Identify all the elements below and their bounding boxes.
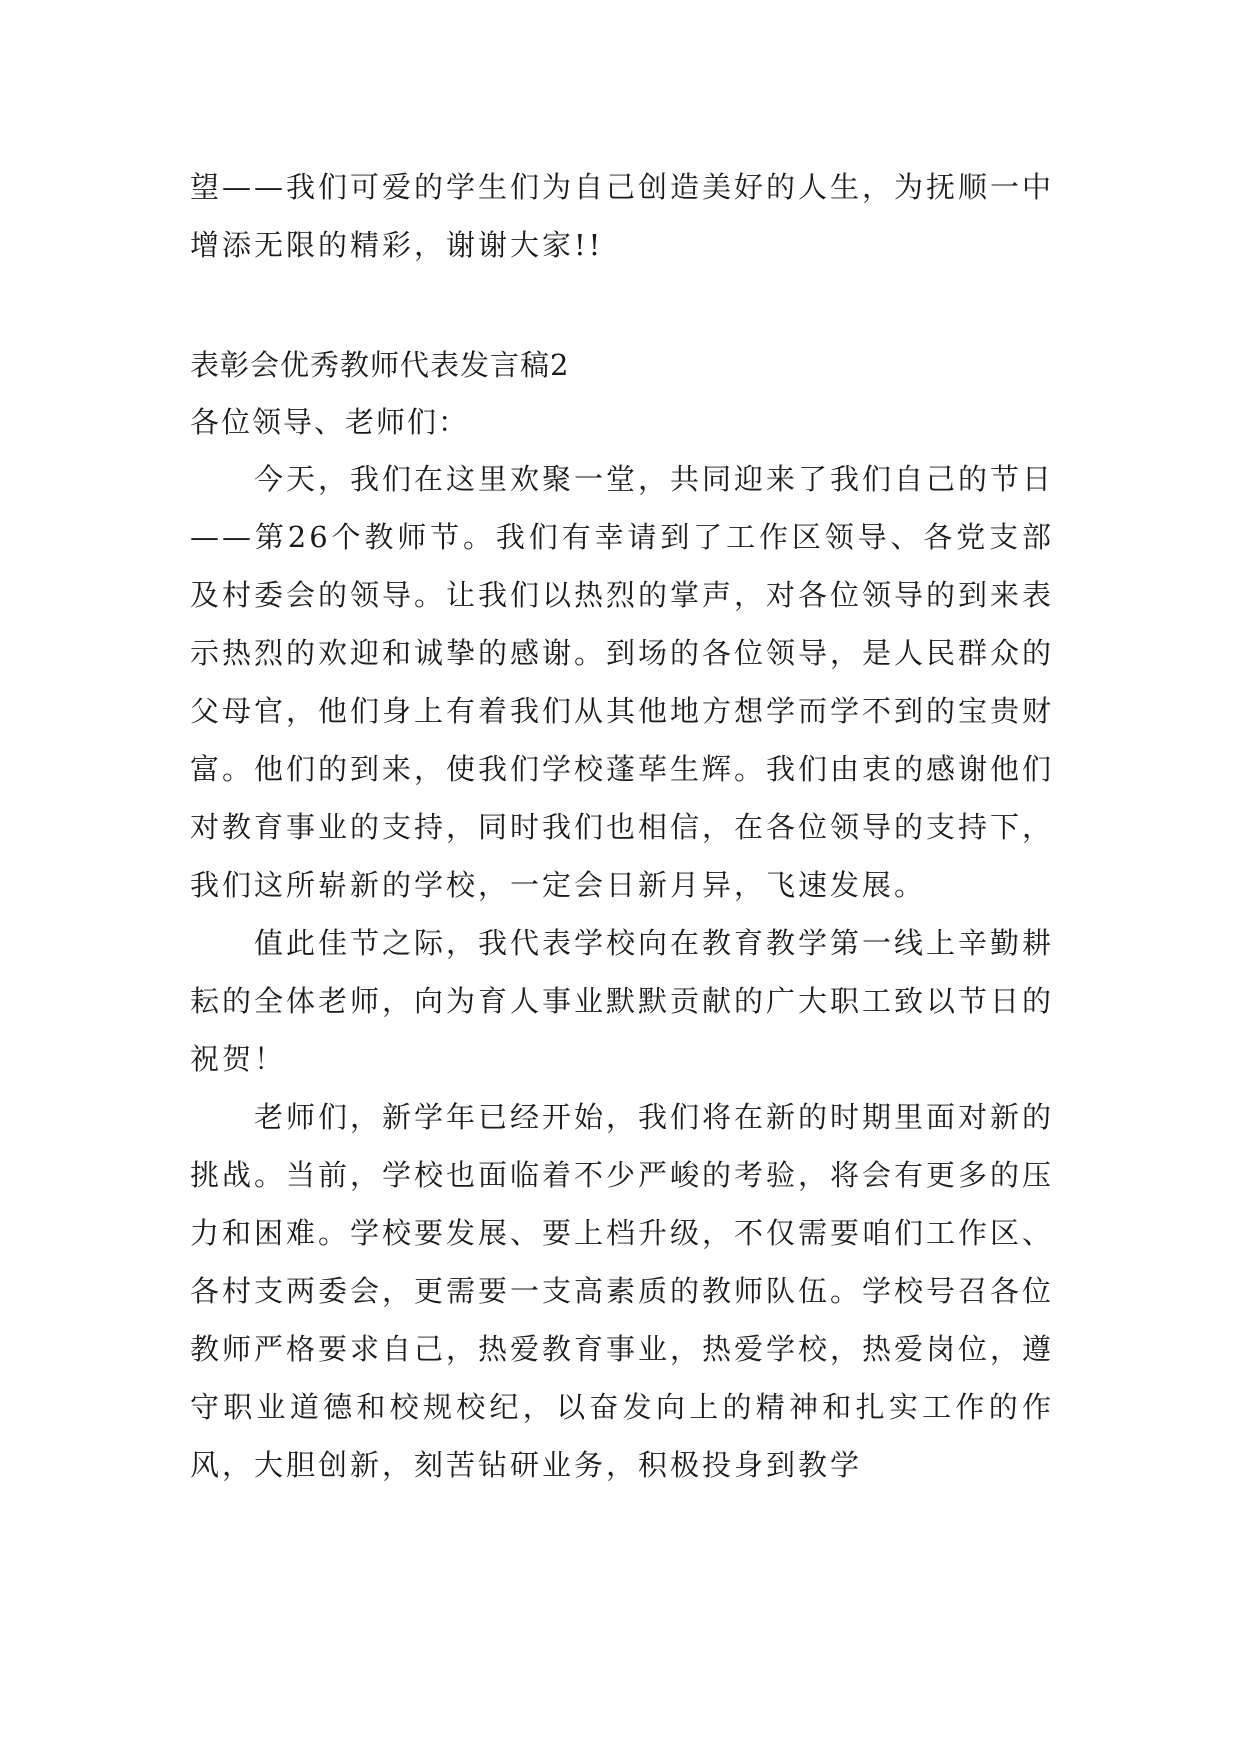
intro-paragraph: 望——我们可爱的学生们为自己创造美好的人生，为抚顺一中增添无限的精彩，谢谢大家!! xyxy=(190,170,1055,262)
paragraph-challenge: 老师们，新学年已经开始，我们将在新的时期里面对新的挑战。当前，学校也面临着不少严峻的考验，将会有更多的压力和困难。学校要发展、要上档升级，不仅需要咱们工作区、各村支两委会，更需要一支高素质的教师队伍。学校号召各位教师严格要求自己，热爱教育事业，热爱学校，热爱岗位，遵守职业道德和校规校纪，以奋发向上的精神和扎实工作的作风，大胆创新，刻苦钻研业务，积极投身到教学 xyxy=(190,1100,1055,1482)
body-paragraphs xyxy=(190,450,1054,1494)
paragraph-greeting: 值此佳节之际，我代表学校向在教育教学第一线上辛勤耕耘的全体老师，向为育人事业默默贡献的广大职工致以节日的祝贺！ xyxy=(190,926,1055,1076)
salutation: 各位领导、老师们： xyxy=(190,405,470,439)
section-title: 表彰会优秀教师代表发言稿2 xyxy=(190,348,570,382)
paragraph-welcome: 今天，我们在这里欢聚一堂，共同迎来了我们自己的节日——第26个教师节。我们有幸请到了工作区领导、各党支部及村委会的领导。让我们以热烈的掌声，对各位领导的到来表示热烈的欢迎和诚挚的感谢。到场的各位领导，是人民群众的父母官，他们身上有着我们从其他地方想学而学不到的宝贵财富。他们的到来，使我们学校蓬荜生辉。我们由衷的感谢他们对教育事业的支持，同时我们也相信，在各位领导的支持下，我们这所崭新的学校，一定会日新月异，飞速发展。 xyxy=(190,462,1055,902)
